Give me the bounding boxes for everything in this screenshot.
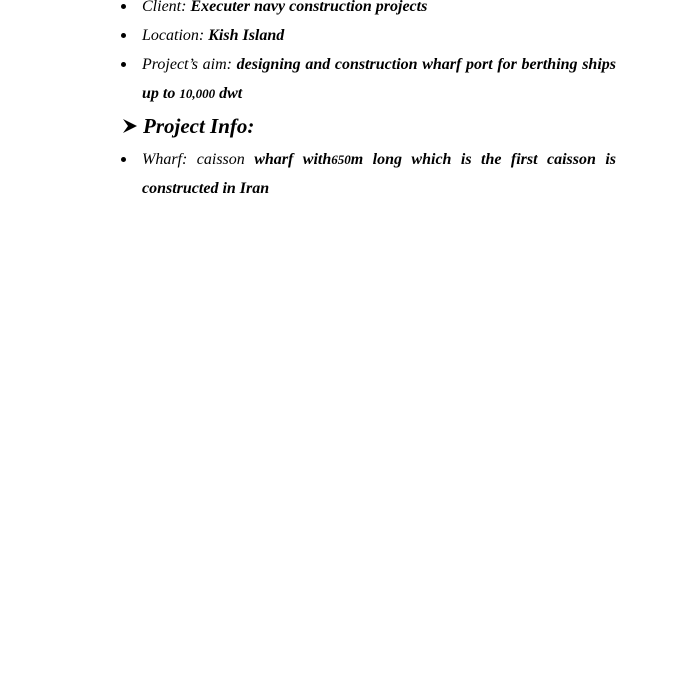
list-item-location bbox=[0, 21, 700, 50]
wharf-length-number: 650 bbox=[331, 152, 351, 167]
aim-label: Project’s aim: bbox=[142, 56, 232, 73]
aim-value: designing and construction wharf port for berthing ships up to bbox=[142, 56, 616, 102]
aim-tonnage-number: 10,000 bbox=[179, 86, 216, 101]
project-info-title: Project Info: bbox=[143, 113, 255, 138]
project-info-list bbox=[0, 145, 700, 203]
bullet-icon bbox=[121, 157, 126, 162]
location-label: Location: bbox=[142, 27, 205, 44]
bullet-icon bbox=[121, 4, 126, 9]
project-info-heading bbox=[121, 110, 254, 142]
wharf-description: m long which is the first caisson is constructed in Iran bbox=[142, 151, 617, 197]
client-label: Client: bbox=[142, 0, 187, 15]
client-value: Executer navy construction projects bbox=[190, 0, 428, 15]
list-item-aim bbox=[0, 50, 700, 108]
aim-tonnage-unit: dwt bbox=[219, 85, 243, 102]
list-item-wharf bbox=[0, 145, 700, 203]
project-details-list bbox=[0, 0, 700, 108]
bullet-icon bbox=[121, 33, 126, 38]
location-value: Kish Island bbox=[208, 27, 285, 44]
wharf-value: wharf with bbox=[254, 151, 332, 168]
wharf-type: caisson bbox=[196, 151, 245, 168]
bullet-icon bbox=[121, 62, 126, 67]
arrow-bullet-icon bbox=[121, 117, 139, 135]
wharf-label: Wharf: bbox=[142, 151, 188, 168]
list-item-client bbox=[0, 0, 700, 21]
